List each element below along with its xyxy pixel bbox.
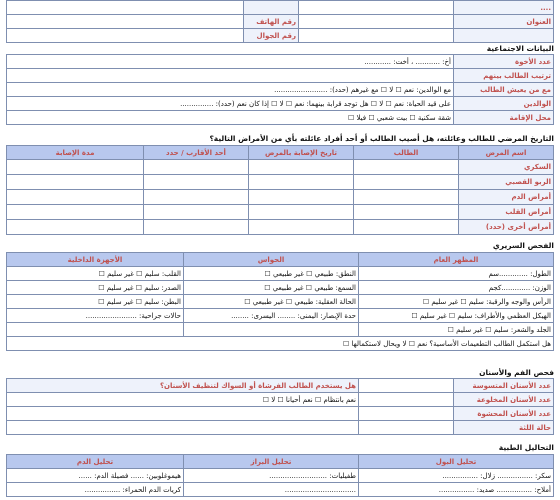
phone-field[interactable]: [7, 15, 244, 29]
address-label: العنوان: [454, 15, 554, 29]
clinical-header-senses: الحواس: [184, 253, 359, 267]
mobile-label: رقم الجوال: [244, 29, 299, 43]
history-cell[interactable]: [354, 190, 459, 205]
senses-mental[interactable]: الحالة العقلية: طبيعي ☐ غير طبيعي ☐: [184, 295, 359, 309]
dental-section-title: فحص الفم والأسنان: [479, 368, 554, 377]
history-cell[interactable]: [7, 160, 144, 175]
history-cell[interactable]: [144, 190, 249, 205]
residence-label: محل الإقامة: [454, 111, 554, 125]
lives-with-field[interactable]: مع الوالدين: نعم ☐ لا ☐ مع غيرهم (حدد): ........................: [7, 83, 454, 97]
senses-hearing[interactable]: السمع: طبيعي ☐ غير طبيعي ☐: [184, 281, 359, 295]
contact-table: [6, 0, 554, 43]
dental-extracted-label: عدد الأسنان المخلوعة: [454, 393, 554, 407]
brush-question: هل يستخدم الطالب الفرشاة أو السواك لتنظيف الأسنان؟: [7, 379, 359, 393]
social-section-title: البيانات الاجتماعية: [486, 44, 554, 53]
history-cell[interactable]: [144, 205, 249, 220]
internal-heart[interactable]: القلب: سليم ☐ غير سليم ☐: [7, 267, 184, 281]
history-header-disease: اسم المرض: [459, 146, 554, 160]
general-skin[interactable]: الجلد والشعر: سليم ☐ غير سليم ☐: [359, 323, 554, 337]
history-cell[interactable]: [354, 205, 459, 220]
general-height[interactable]: الطول: .............سم: [359, 267, 554, 281]
general-skeleton[interactable]: الهيكل العظمي والأطراف: سليم ☐ غير سليم ☐: [359, 309, 554, 323]
history-header-relative: أحد الأقارب / حدد: [144, 146, 249, 160]
internal-surgery[interactable]: حالات جراحية: .......................: [7, 309, 184, 323]
history-cell[interactable]: [249, 175, 354, 190]
siblings-label: عدد الأخوة: [454, 55, 554, 69]
prev-label: ....: [454, 1, 554, 15]
history-section-title: التاريخ المرضي للطالب وعائلته، هل أصيب الطالب أو أحد أفراد عائلته بأي من الأمراض التالية؟: [209, 134, 554, 143]
history-cell[interactable]: [144, 160, 249, 175]
history-cell[interactable]: [7, 220, 144, 235]
dental-caries-label: عدد الأسنان المتسوسة: [454, 379, 554, 393]
disease-heart: أمراض القلب: [459, 205, 554, 220]
history-header-student: الطالب: [354, 146, 459, 160]
dental-filled-label: عدد الأسنان المحشوة: [454, 407, 554, 421]
labs-table: [6, 454, 554, 497]
general-head[interactable]: الرأس والوجه والرقبة: سليم ☐ غير سليم ☐: [359, 295, 554, 309]
disease-blood: أمراض الدم: [459, 190, 554, 205]
history-cell[interactable]: [249, 220, 354, 235]
disease-diabetes: السكري: [459, 160, 554, 175]
history-cell[interactable]: [354, 160, 459, 175]
history-cell[interactable]: [354, 175, 459, 190]
siblings-field[interactable]: أخ: ........... ، أخت: ............: [7, 55, 454, 69]
history-cell[interactable]: [249, 160, 354, 175]
history-header-date: تاريخ الإصابة بالمرض: [249, 146, 354, 160]
history-cell[interactable]: [144, 220, 249, 235]
clinical-section-title: الفحص السريري: [492, 241, 554, 250]
disease-other: أمراض أخرى (حدد): [459, 220, 554, 235]
history-cell[interactable]: [7, 175, 144, 190]
stool-line-1[interactable]: طفيليات: ..........................: [184, 469, 359, 483]
residence-field[interactable]: شقة سكنية ☐ بيت شعبي ☐ فيلا ☐: [7, 111, 454, 125]
internal-abdomen[interactable]: البطن: سليم ☐ غير سليم ☐: [7, 295, 184, 309]
labs-header-urine: تحليل البول: [359, 455, 554, 469]
prev-field-2[interactable]: [7, 1, 244, 15]
history-cell[interactable]: [249, 190, 354, 205]
history-cell[interactable]: [144, 175, 249, 190]
dental-filled-field[interactable]: [359, 407, 454, 421]
labs-section-title: التحاليل الطبية: [498, 443, 554, 452]
blood-line-2[interactable]: كريات الدم الحمراء: ................: [7, 483, 184, 497]
history-cell[interactable]: [7, 205, 144, 220]
mobile-field[interactable]: [7, 29, 244, 43]
clinical-header-general: المظهر العام: [359, 253, 554, 267]
senses-vision[interactable]: حدة الإبصار: اليمنى: ........ اليسرى: ........: [184, 309, 359, 323]
history-cell[interactable]: [7, 190, 144, 205]
disease-asthma: الربو القصبي: [459, 175, 554, 190]
lives-with-label: مع من يعيش الطالب: [454, 83, 554, 97]
labs-header-blood: تحليل الدم: [7, 455, 184, 469]
history-cell[interactable]: [354, 220, 459, 235]
phone-label: رقم الهاتف: [244, 15, 299, 29]
dental-extracted-field[interactable]: [359, 393, 454, 407]
internal-chest[interactable]: الصدر: سليم ☐ غير سليم ☐: [7, 281, 184, 295]
dental-caries-field[interactable]: [359, 379, 454, 393]
urine-line-2[interactable]: أملاح: ................ صديد: ................: [359, 483, 554, 497]
general-weight[interactable]: الوزن: .............كجم: [359, 281, 554, 295]
history-cell[interactable]: [249, 205, 354, 220]
history-table: [6, 145, 554, 235]
address-field[interactable]: [299, 15, 454, 29]
brush-options[interactable]: نعم بانتظام ☐ نعم أحيانا ☐ لا ☐: [7, 393, 359, 407]
parents-field[interactable]: على قيد الحياة: نعم ☐ لا ☐ هل توجد قرابة بينهما: نعم ☐ لا ☐ إذا كان نعم (حدد): ...............: [7, 97, 454, 111]
parents-label: الوالدين: [454, 97, 554, 111]
stool-line-2[interactable]: ................................: [184, 483, 359, 497]
clinical-header-internal: الأجهزة الداخلية: [7, 253, 184, 267]
urine-line-1[interactable]: سكر: ................ زلال: ................: [359, 469, 554, 483]
gum-field[interactable]: [359, 421, 454, 435]
history-header-duration: مدة الإصابة: [7, 146, 144, 160]
clinical-table: [6, 252, 554, 351]
gum-label: حالة اللثة: [454, 421, 554, 435]
prev-field[interactable]: [299, 1, 454, 15]
blood-line-1[interactable]: هيموغلوبين: ...... فصيلة الدم: ......: [7, 469, 184, 483]
vaccines-question[interactable]: هل استكمل الطالب التطعيمات الأساسية؟ نعم ☐ لا ويحال لاستكمالها ☐: [7, 337, 554, 351]
senses-speech[interactable]: النطق: طبيعي ☐ غير طبيعي ☐: [184, 267, 359, 281]
labs-header-stool: تحليل البراز: [184, 455, 359, 469]
social-table: [6, 54, 554, 125]
dental-table: [6, 378, 554, 435]
order-field[interactable]: [7, 69, 454, 83]
order-label: ترتيب الطالب بينهم: [454, 69, 554, 83]
